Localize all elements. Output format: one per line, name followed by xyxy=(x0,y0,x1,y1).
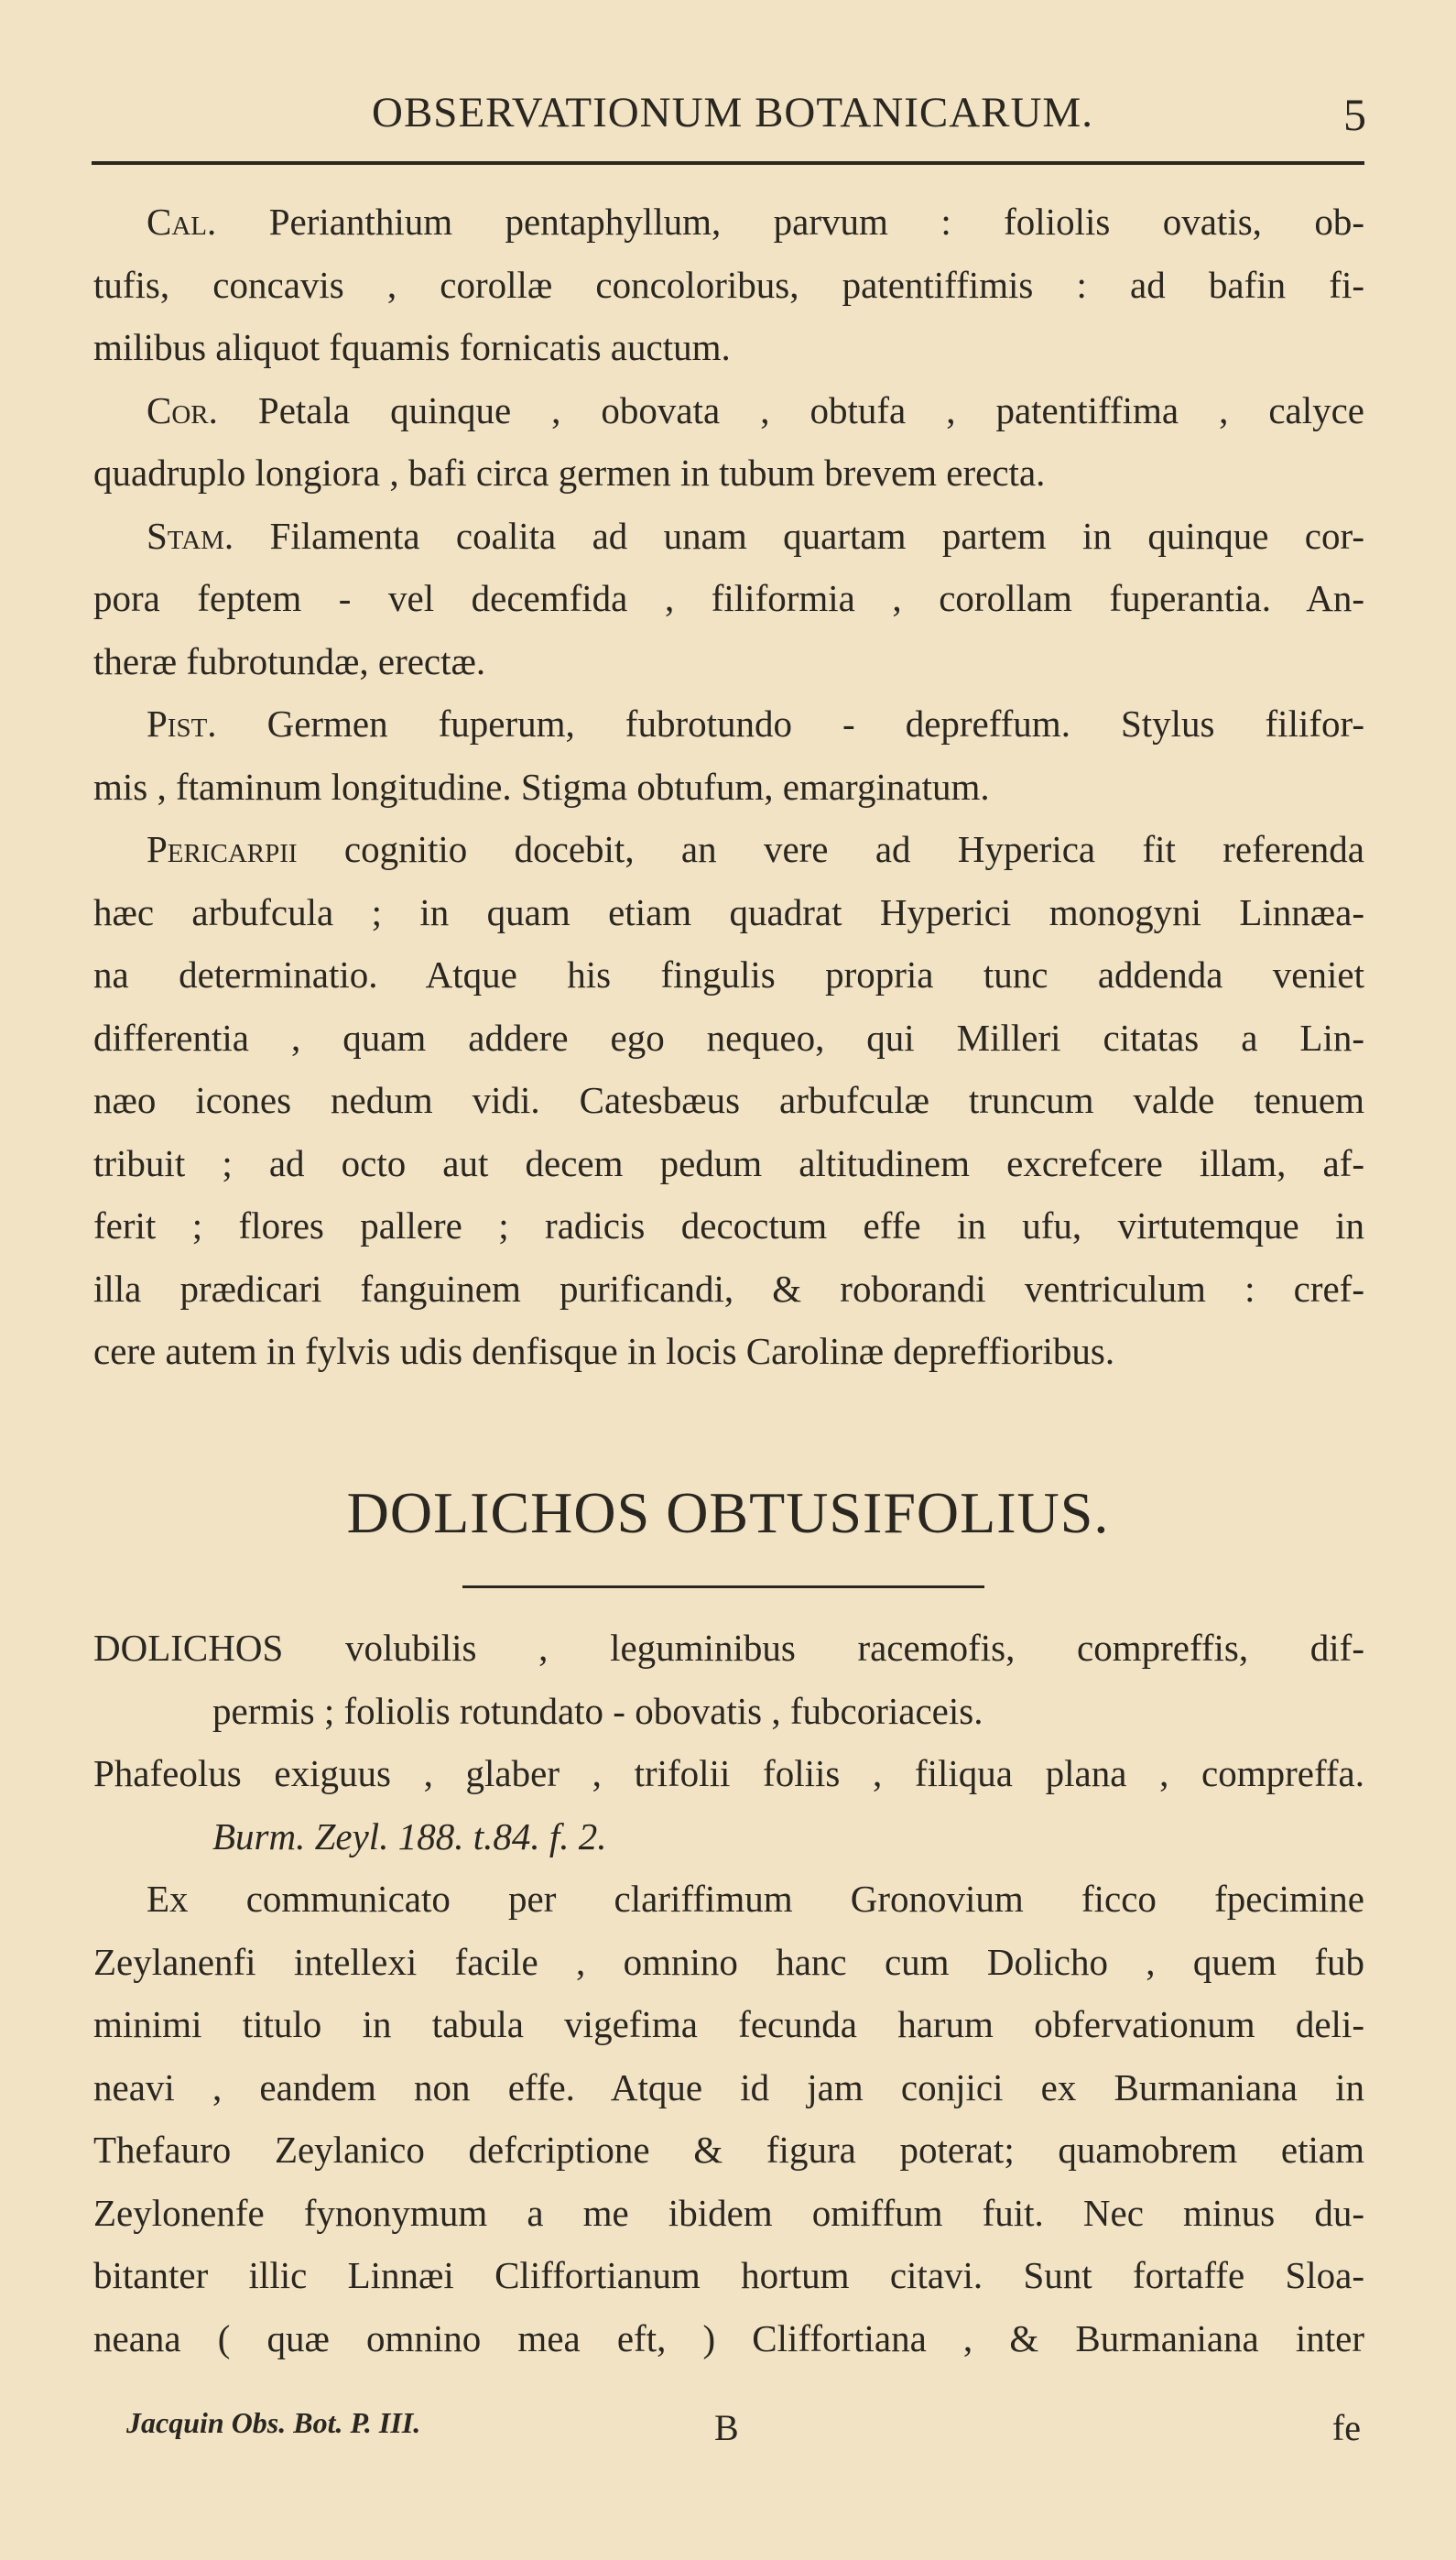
text-line: Phafeolus exiguus , glaber , trifolii foliis , filiqua plana , compreffa. xyxy=(93,1752,1364,1794)
text-line: Zeylonenfe fynonymum a me ibidem omiffum fuit. Nec minus du- xyxy=(93,2191,1364,2234)
running-head: OBSERVATIONUM BOTANICARUM. xyxy=(372,89,1093,136)
text-line: cere autem in fylvis udis denfisque in locis Carolinæ depreffioribus. xyxy=(93,1330,1115,1372)
line-text: Perianthium pentaphyllum, parvum : foliolis ovatis, ob- xyxy=(216,201,1364,243)
signature-note: Jacquin Obs. Bot. P. III. xyxy=(126,2406,421,2439)
section-label: Pericarpii xyxy=(147,828,298,870)
text-line: ferit ; flores pallere ; radicis decoctum effe in ufu, virtutemque in xyxy=(93,1204,1364,1247)
text-line: næo icones nedum vidi. Catesbæus arbufculæ truncum valde tenuem xyxy=(93,1079,1364,1121)
text-line: mis , ftaminum longitudine. Stigma obtufum, emarginatum. xyxy=(93,765,990,808)
text-line xyxy=(93,379,1364,442)
title-rule xyxy=(462,1585,984,1588)
page-header xyxy=(92,88,1374,143)
section-label: Cal. xyxy=(147,201,217,243)
text-line: tufis, concavis , corollæ concoloribus, patentiffimis : ad bafin fi- xyxy=(93,263,1364,306)
text-line: illa prædicari fanguinem purificandi, & roborandi ventriculum : cref- xyxy=(93,1267,1364,1310)
text-line: permis ; foliolis rotundato - obovatis , fubcoriaceis. xyxy=(212,1689,983,1732)
text-line xyxy=(93,818,1364,881)
text-line: Zeylanenfi intellexi facile , omnino hanc cum Dolicho , quem fub xyxy=(93,1940,1364,1983)
text-line: DOLICHOS volubilis , leguminibus racemofis, compreffis, dif- xyxy=(93,1627,1364,1669)
text-line: differentia , quam addere ego nequeo, qui Milleri citatas a Lin- xyxy=(93,1016,1364,1059)
text-line: hæc arbufcula ; in quam etiam quadrat Hyperici monogyni Linnæa- xyxy=(93,890,1364,933)
text-line xyxy=(93,505,1364,568)
text-line: milibus aliquot fquamis fornicatis auctum. xyxy=(93,326,731,368)
text-line: Thefauro Zeylanico defcriptione & figura poterat; quamobrem etiam xyxy=(93,2129,1364,2171)
section-label: Stam. xyxy=(147,514,234,557)
header-rule xyxy=(92,161,1364,165)
text-line: bitanter illic Linnæi Cliffortianum hortum citavi. Sunt fortaffe Sloa- xyxy=(93,2254,1364,2296)
text-line xyxy=(93,191,1364,254)
text-line: quadruplo longiora , bafi circa germen in tubum brevem erecta. xyxy=(93,452,1046,494)
text-line: tribuit ; ad octo aut decem pedum altitudinem excrefcere illam, af- xyxy=(93,1141,1364,1184)
text-line: neana ( quæ omnino mea eft, ) Cliffortiana , & Burmaniana inter xyxy=(93,2316,1364,2359)
section-label: Pist. xyxy=(147,703,217,745)
line-text: Petala quinque , obovata , obtufa , patentiffima , calyce xyxy=(217,388,1364,431)
page-number: 5 xyxy=(1343,89,1366,140)
line-text: Filamenta coalita ad unam quartam partem in quinque cor- xyxy=(234,514,1364,557)
text-line: minimi titulo in tabula vigefima fecunda harum obfervationum deli- xyxy=(93,2003,1364,2045)
page-footer xyxy=(92,2406,1364,2461)
text-line: pora feptem - vel decemfida , filiformia , corollam fuperantia. An- xyxy=(93,577,1364,619)
description-text xyxy=(93,191,1364,1383)
species-text xyxy=(93,1617,1364,2369)
text-line xyxy=(93,692,1364,756)
section-title: DOLICHOS OBTUSIFOLIUS. xyxy=(346,1480,1110,1545)
line-text: Germen fuperum, fubrotundo - depreffum. Stylus filifor- xyxy=(216,703,1364,745)
catchword: fe xyxy=(1331,2407,1361,2448)
text-line: Ex communicato per clariffimum Gronovium ficco fpecimine xyxy=(147,1878,1364,1920)
signature-mark: B xyxy=(714,2407,739,2448)
citation-line: Burm. Zeyl. 188. t.84. f. 2. xyxy=(212,1814,607,1857)
text-line: neavi , eandem non effe. Atque id jam conjici ex Burmaniana in xyxy=(93,2065,1364,2108)
text-line: theræ fubrotundæ, erectæ. xyxy=(93,639,486,682)
section-label: Cor. xyxy=(147,388,218,431)
text-line: na determinatio. Atque his fingulis propria tunc addenda veniet xyxy=(93,953,1364,996)
line-text: cognitio docebit, an vere ad Hyperica fit referenda xyxy=(297,828,1364,870)
